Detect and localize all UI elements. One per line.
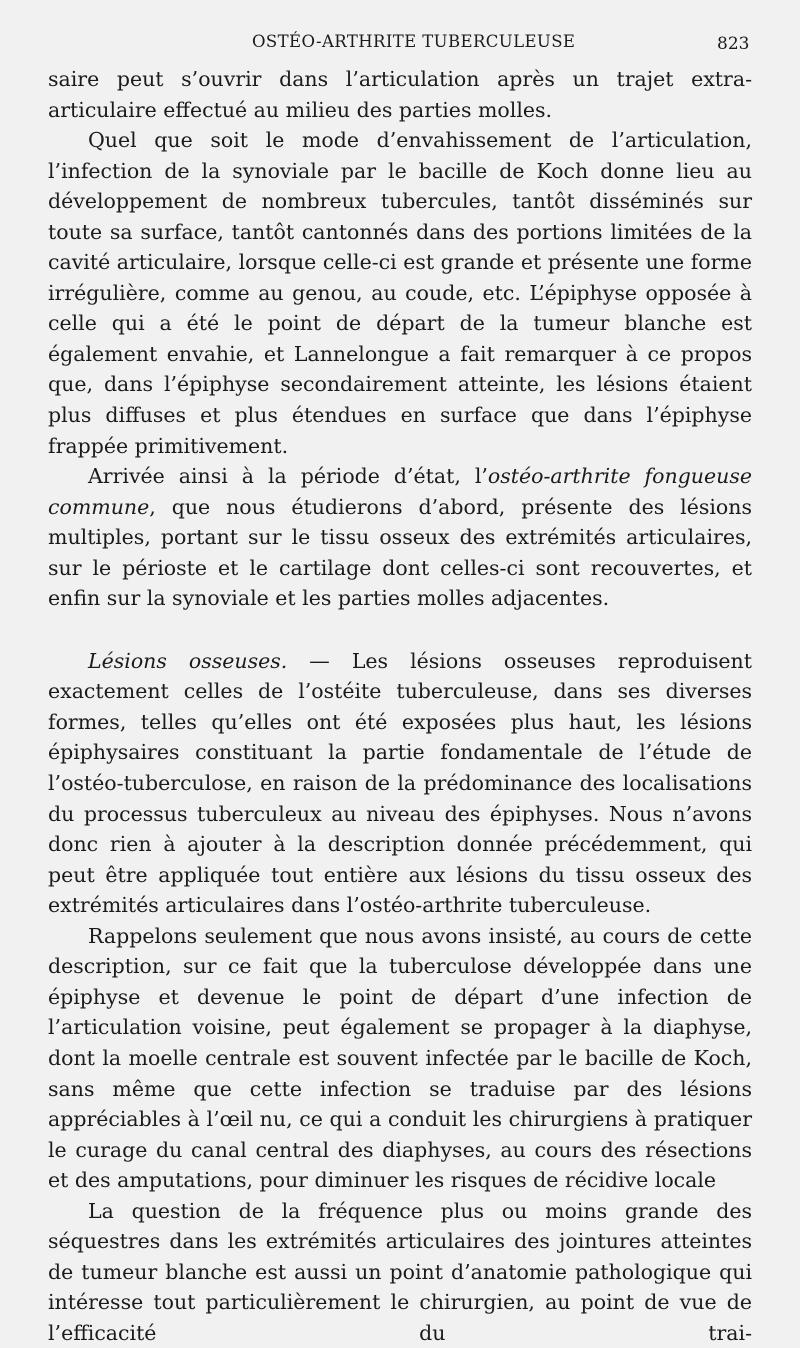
running-title: OSTÉO-ARTHRITE TUBERCULEUSE	[252, 32, 576, 51]
paragraph-sequestra: La question de la fréquence plus ou moins grande des séquestres dans les extrémités articulaires des jointures atteintes de tumeur blanche est aussi un point d’anatomie pathologique qui intéresse tout particulièrement le chirurgien, au point de vue de l’efficacité du trai-	[48, 1198, 752, 1345]
heading-dash: —	[287, 648, 352, 673]
body-text	[48, 64, 752, 1348]
running-head	[0, 32, 800, 56]
paragraph-continuation: saire peut s’ouvrir dans l’articulation après un trajet extra-articulaire effectué au milieu des parties molles.	[48, 67, 752, 122]
paragraph-bone-lesions	[48, 646, 752, 921]
paragraph-text: , que nous étudierons d’abord, présente des lésions multiples, portant sur le tissu osseux des extrémités articulaires, sur le périoste et le cartilage dont celles-ci sont recouvertes, et enfin sur la synoviale et les parties molles adjacentes.	[48, 494, 752, 611]
paragraph-recall: Rappelons seulement que nous avons insisté, au cours de cette description, sur ce fait que la tuberculose développée dans une épiphyse et devenue le point de départ d’une infection de l’articulation voisine, peut également se propager à la diaphyse, dont la moelle centrale est souvent infectée par le bacille de Koch, sans même que cette infection se traduise par des lésions appréciables à l’œil nu, ce qui a conduit les chirurgiens à pratiquer le curage du canal central des diaphyses, au cours des résections et des amputations, pour diminuer les risques de récidive locale	[48, 923, 752, 1193]
section-heading: Lésions osseuses.	[88, 648, 288, 673]
paragraph-invasion: Quel que soit le mode d’envahissement de l’articulation, l’infection de la synoviale par le bacille de Koch donne lieu au développement de nombreux tubercules, tantôt disséminés sur toute sa surface, tantôt cantonnés dans des portions limitées de la cavité articulaire, lorsque celle-ci est grande et présente une forme irrégulière, comme au genou, au coude, etc. L’épiphyse opposée à celle qui a été le point de départ de la tumeur blanche est également envahie, et Lannelongue a fait remarquer à ce propos que, dans l’épiphyse secondairement atteinte, les lésions étaient plus diffuses et plus étendues en surface que dans l’épiphyse frappée primitivement.	[48, 128, 752, 458]
page-number: 823	[717, 34, 750, 54]
paragraph-state-period	[48, 461, 752, 614]
italic-term: ostéo-arthrite fongueuse commune	[48, 464, 753, 519]
paragraph-text: Arrivée ainsi à la période d’état, l’	[88, 464, 488, 489]
paragraph-text: Les lésions osseuses reproduisent exactement celles de l’ostéite tuberculeuse, dans ses diverses formes, telles qu’elles ont été exposées plus haut, les lésions épiphysaires constituant la partie fondamentale de l’étude de l’ostéo-tuberculose, en raison de la prédominance des localisations du processus tuberculeux au niveau des épiphyses. Nous n’avons donc rien à ajouter à la description donnée précédemment, qui peut être appliquée tout entière aux lésions du tissu osseux des extrémités articulaires dans l’ostéo-arthrite tuberculeuse.	[48, 648, 752, 918]
section-gap	[48, 614, 752, 646]
